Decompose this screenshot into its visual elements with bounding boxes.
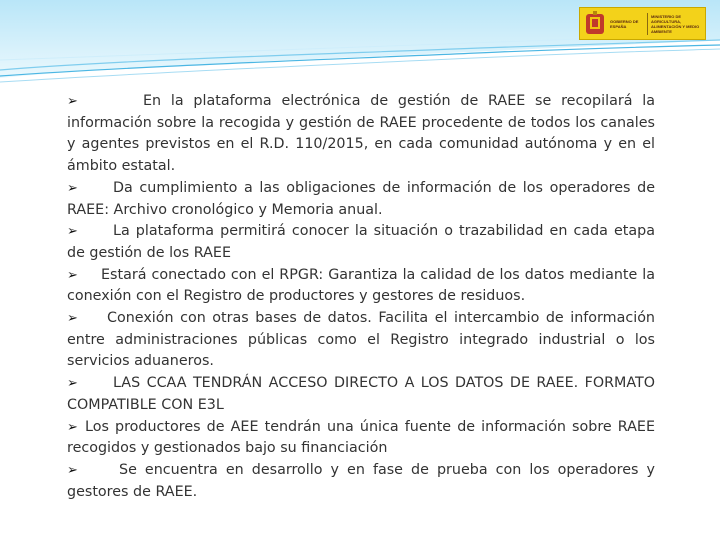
bullet-text: Conexión con otras bases de datos. Facilita el intercambio de información entre administraciones públicas como el Registro integrado industrial o los servicios aduaneros. — [67, 310, 655, 370]
bullet-text: En la plataforma electrónica de gestión de RAEE se recopilará la información sobre la recogida y gestión de RAEE procedente de todos los canales y agentes previstos en el R.D. 110/2015, en cada comunidad autónoma y en el ámbito estatal. — [67, 93, 655, 175]
arrowhead-icon: ➢ — [67, 311, 78, 327]
arrowhead-icon: ➢ — [67, 224, 78, 240]
arrowhead-icon: ➢ — [67, 376, 78, 392]
bullet-item — [67, 221, 655, 264]
bullet-item — [67, 178, 655, 221]
bullet-text: La plataforma permitirá conocer la situación o trazabilidad en cada etapa de gestión de los RAEE — [67, 223, 655, 261]
bullet-item — [67, 91, 655, 178]
arrowhead-icon: ➢ — [67, 180, 78, 196]
bullet-list — [67, 91, 655, 503]
bullet-item — [67, 265, 655, 308]
bullet-text: LAS CCAA TENDRÁN ACCESO DIRECTO A LOS DATOS DE RAEE. FORMATO COMPATIBLE CON E3L — [67, 375, 655, 413]
bullet-text: Estará conectado con el RPGR: Garantiza la calidad de los datos mediante la conexión con el Registro de productores y gestores de residuos. — [67, 266, 655, 305]
government-logo — [579, 7, 706, 40]
bullet-text: Da cumplimiento a las obligaciones de información de los operadores de RAEE: Archivo cronológico y Memoria anual. — [67, 179, 655, 218]
bullet-item — [67, 460, 655, 503]
logo-right-text: MINISTERIO DE AGRICULTURA, ALIMENTACIÓN Y MEDIO AMBIENTE — [651, 13, 700, 34]
arrowhead-icon: ➢ — [67, 94, 78, 109]
arrowhead-icon: ➢ — [67, 419, 78, 435]
bullet-text: Los productores de AEE tendrán una única fuente de información sobre RAEE recogidos y gestionados bajo su financiación — [67, 418, 655, 457]
bullet-text: Se encuentra en desarrollo y en fase de prueba con los operadores y gestores de RAEE. — [67, 461, 655, 500]
arrowhead-icon: ➢ — [67, 267, 78, 283]
logo-divider — [647, 13, 648, 35]
bullet-item — [67, 417, 655, 460]
bullet-item — [67, 308, 655, 373]
logo-left-text: GOBIERNO DE ESPAÑA — [610, 18, 639, 29]
bullet-item — [67, 373, 655, 416]
arrowhead-icon: ➢ — [67, 462, 78, 478]
coat-of-arms-icon — [584, 11, 606, 37]
